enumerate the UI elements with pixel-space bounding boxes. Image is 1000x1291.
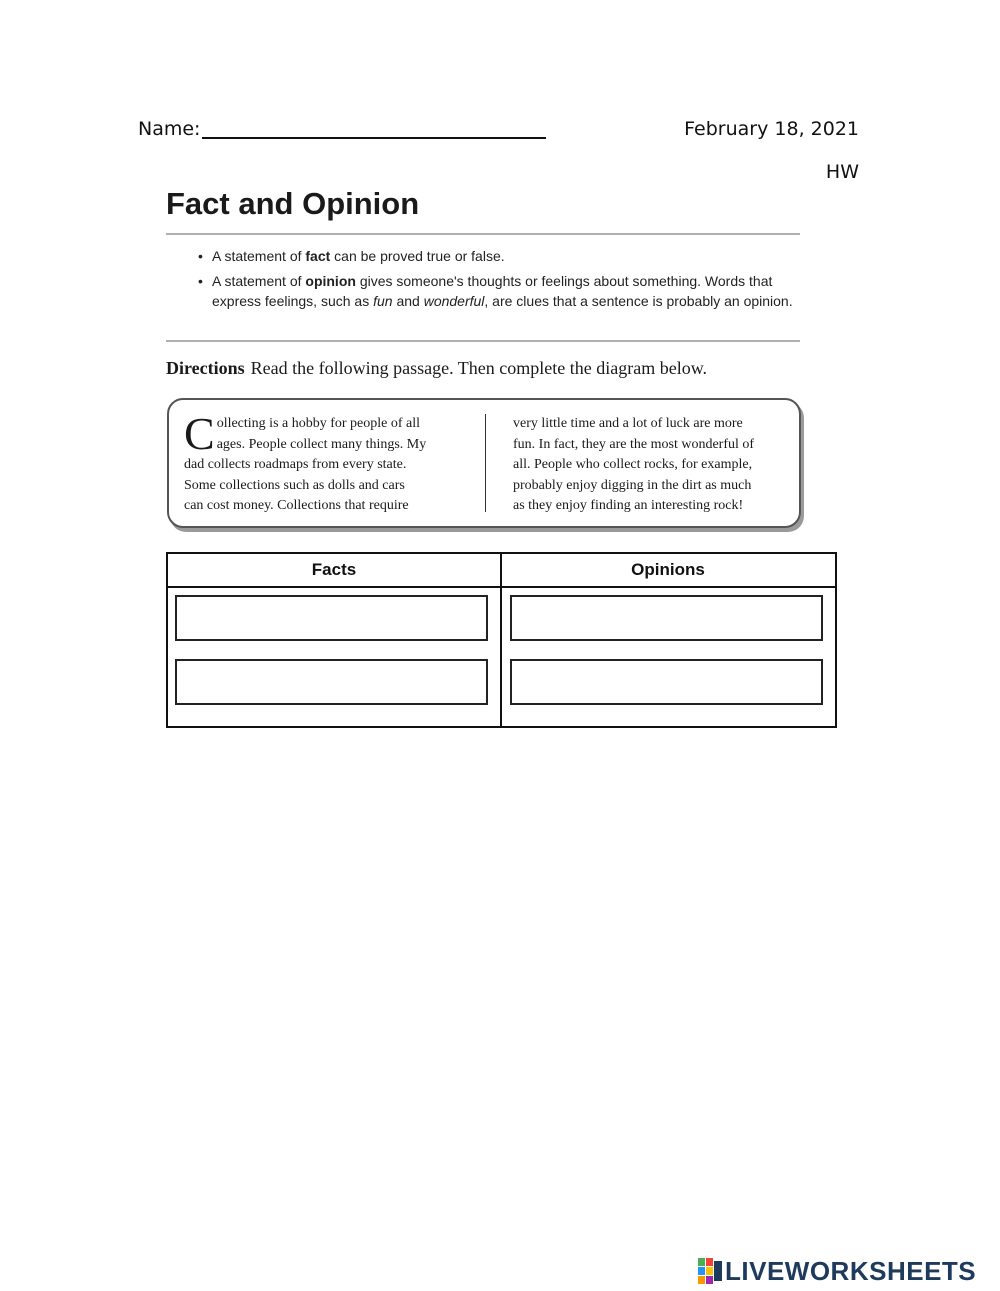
passage-line: Some collections such as dolls and cars [184,477,405,493]
table-column-divider [500,554,502,726]
definition-list [198,246,798,316]
passage-line: dad collects roadmaps from every state. [184,457,407,472]
liveworksheets-logo-text: LIVEWORKSHEETS [725,1255,977,1286]
passage-line: as they enjoy finding an interesting rock! [513,498,744,513]
passage-box [167,398,801,528]
opinion-definition-post: , are clues that a sentence is probably an opinion. [484,293,793,309]
drop-cap: C [184,408,215,459]
liveworksheets-logo-icon [698,1258,722,1284]
passage-line: ollecting is a hobby for people of all [216,416,421,431]
bottom-divider [166,340,800,342]
opinion-definition [198,271,798,311]
fact-opinion-table [166,552,837,728]
opinion-example-wonderful: wonderful [423,293,485,309]
fact-answer-box-2[interactable] [175,659,488,705]
passage-line: very little time and a lot of luck are more [513,416,743,431]
passage-right-column [513,414,793,517]
fact-definition-pre: A statement of [212,248,306,264]
worksheet-title: Fact and Opinion [166,186,420,221]
facts-header: Facts [311,560,357,579]
passage-line: probably enjoy digging in the dirt as much [513,477,752,493]
passage-left-column [184,408,474,517]
opinion-answer-box-2[interactable] [510,659,823,705]
passage-line: fun. In fact, they are the most wonderful of [513,436,755,452]
passage-line: can cost money. Collections that require [184,498,409,513]
fact-definition-post: can be proved true or false. [330,248,505,264]
opinion-definition-mid1: gives someone's thoughts or feelings about something. Words that express feelings, such as [212,273,773,309]
opinion-example-fun: fun [373,293,393,309]
directions-text: Read the following passage. Then complete the diagram below. [250,358,708,378]
directions-label: Directions [166,358,245,378]
homework-tag: HW [825,161,859,183]
top-divider [166,233,800,235]
liveworksheets-logo [698,1257,976,1285]
date-text: February 18, 2021 [684,118,859,140]
fact-definition [198,246,798,266]
fact-answer-box-1[interactable] [175,595,488,641]
opinion-answer-box-1[interactable] [510,595,823,641]
opinion-definition-pre: A statement of [212,273,306,289]
directions [166,358,707,379]
passage-column-divider [485,414,486,512]
name-label: Name: [138,118,201,140]
name-blank-line[interactable] [202,137,546,139]
opinion-definition-mid2: and [392,293,424,309]
opinion-term: opinion [305,273,356,289]
fact-term: fact [305,248,331,264]
passage-line: all. People who collect rocks, for example, [513,457,753,472]
opinions-header: Opinions [631,560,705,579]
passage-line: ages. People collect many things. My [216,436,427,452]
